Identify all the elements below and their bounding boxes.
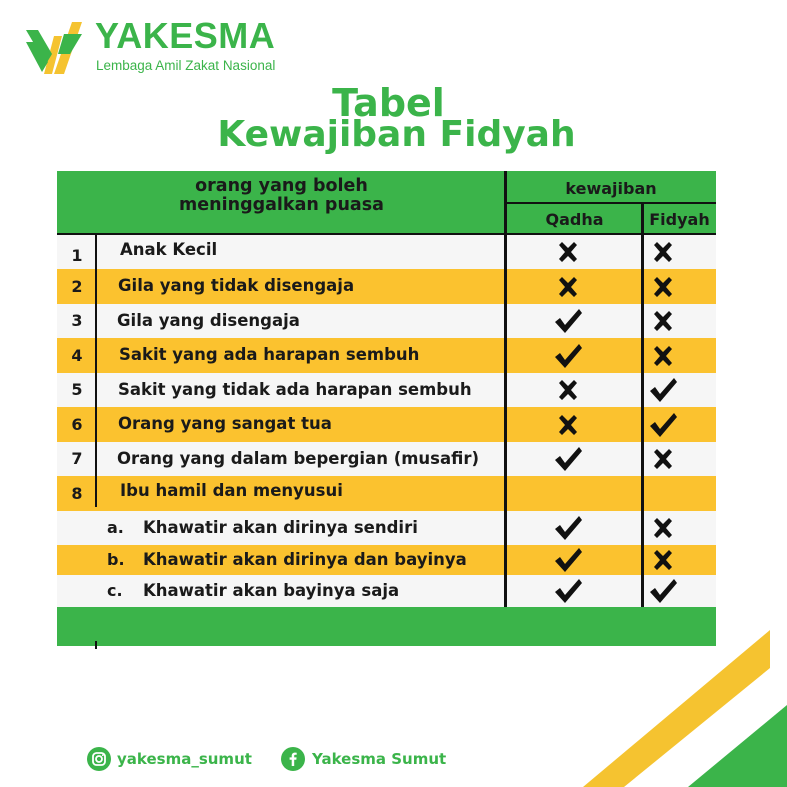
qadha-cross-icon	[558, 242, 578, 262]
qadha-check-icon	[553, 343, 583, 369]
fidyah-cross-icon	[653, 346, 673, 366]
row-number: 5	[71, 380, 83, 399]
table-row	[57, 269, 716, 304]
row-label: Sakit yang ada harapan sembuh	[119, 345, 420, 364]
table-row	[57, 338, 716, 373]
facebook-handle[interactable]: Yakesma Sumut	[312, 750, 447, 768]
row-label: Anak Kecil	[120, 240, 218, 259]
row-number: 6	[71, 415, 83, 434]
instagram-icon[interactable]	[87, 747, 111, 771]
row-label: Khawatir akan dirinya sendiri	[143, 518, 418, 537]
row-label: Orang yang dalam bepergian (musafir)	[117, 449, 480, 468]
qadha-check-icon	[553, 547, 583, 573]
table-row	[57, 407, 716, 442]
table-row	[57, 511, 716, 545]
row-label: Khawatir akan dirinya dan bayinya	[143, 550, 467, 569]
brand-subtitle: Lembaga Amil Zakat Nasional	[96, 58, 276, 73]
fidyah-check-icon	[648, 412, 678, 438]
row-letter: b.	[107, 550, 125, 569]
row-number: 8	[71, 484, 83, 503]
row-label: Orang yang sangat tua	[118, 414, 332, 433]
number-column-tail	[95, 641, 97, 649]
fidyah-cross-icon	[653, 449, 673, 469]
fidyah-check-icon	[648, 377, 678, 403]
fidyah-cross-icon	[653, 518, 673, 538]
column-divider-fidyah	[641, 203, 644, 607]
row-number: 7	[71, 449, 83, 468]
table-row	[57, 545, 716, 575]
row-label: Ibu hamil dan menyusui	[120, 481, 343, 500]
qadha-check-icon	[553, 578, 583, 604]
facebook-icon[interactable]	[281, 747, 305, 771]
table-row	[57, 476, 716, 511]
header-kewajiban: kewajiban	[565, 179, 657, 198]
header-person-line2: meninggalkan puasa	[179, 195, 384, 215]
qadha-check-icon	[553, 446, 583, 472]
table-row	[57, 235, 716, 269]
table-row	[57, 373, 716, 407]
header-qadha: Qadha	[545, 210, 604, 229]
fidyah-check-icon	[648, 578, 678, 604]
header-person-column	[57, 177, 506, 215]
number-column-divider	[95, 235, 97, 507]
yakesma-logo-icon	[24, 16, 88, 76]
header-bottom-line	[57, 233, 716, 235]
page-title-line1: Tabel	[332, 81, 445, 125]
table-row	[57, 304, 716, 338]
header-subdivider	[506, 202, 716, 204]
brand-name: YAKESMA	[95, 15, 276, 56]
row-number: 3	[71, 311, 83, 330]
qadha-cross-icon	[558, 277, 578, 297]
row-letter: a.	[107, 518, 124, 537]
row-number: 4	[71, 346, 83, 365]
row-label: Gila yang disengaja	[117, 311, 300, 330]
fidyah-cross-icon	[653, 550, 673, 570]
instagram-handle[interactable]: yakesma_sumut	[117, 750, 252, 768]
fidyah-cross-icon	[653, 277, 673, 297]
page-title-line2: Kewajiban Fidyah	[217, 114, 576, 155]
fidyah-cross-icon	[653, 311, 673, 331]
qadha-check-icon	[553, 515, 583, 541]
row-label: Sakit yang tidak ada harapan sembuh	[118, 380, 472, 399]
row-letter: c.	[107, 581, 123, 600]
fidyah-table	[57, 171, 716, 646]
table-row	[57, 575, 716, 607]
row-label: Khawatir akan bayinya saja	[143, 581, 400, 600]
row-number: 2	[71, 277, 83, 296]
header-person-line1: orang yang boleh	[195, 176, 368, 196]
header-fidyah: Fidyah	[649, 210, 710, 229]
row-number: 1	[71, 246, 83, 265]
row-label: Gila yang tidak disengaja	[118, 276, 355, 295]
qadha-cross-icon	[558, 415, 578, 435]
qadha-cross-icon	[558, 380, 578, 400]
table-footer-band	[57, 607, 716, 646]
qadha-check-icon	[553, 308, 583, 334]
fidyah-cross-icon	[653, 242, 673, 262]
table-row	[57, 442, 716, 476]
column-divider-qadha	[504, 171, 507, 607]
